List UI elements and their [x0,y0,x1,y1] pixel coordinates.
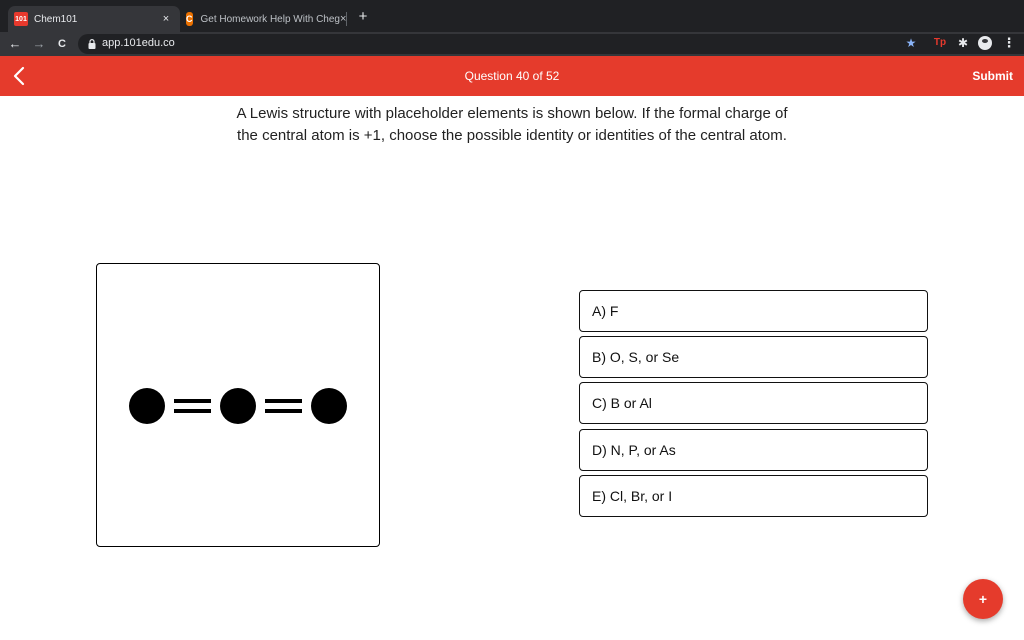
answer-choice-c[interactable]: C) B or Al [579,382,928,424]
left-double-bond-bottom [174,409,211,413]
address-bar[interactable] [78,34,1024,54]
back-arrow-icon[interactable]: ← [8,36,22,51]
bookmark-star-icon[interactable]: ★ [905,36,917,50]
new-tab-button[interactable]: + [358,8,368,25]
forward-arrow-icon[interactable]: → [32,36,46,51]
chem101-favicon-icon: 101 [14,12,28,26]
app-header [0,56,1024,96]
browser-menu-icon[interactable]: ⋮ [1002,35,1016,50]
reload-icon[interactable]: C [58,38,66,50]
add-fab-button[interactable]: + [963,579,1003,619]
tab-divider [346,12,347,26]
browser-tab-strip [0,0,1024,32]
profile-avatar-icon[interactable] [978,36,992,50]
answer-choice-d[interactable]: D) N, P, or As [579,429,928,471]
question-text: A Lewis structure with placeholder elements is shown below. If the formal charge of the central atom is +1, choose the possible identity or identities of the central atom. [236,105,788,144]
url-text: app.101edu.co [102,37,175,49]
answer-choice-a[interactable]: A) F [579,290,928,332]
lewis-structure-panel [96,263,380,547]
question-counter: Question 40 of 52 [464,69,560,83]
lewis-structure-diagram [97,264,378,545]
chegg-favicon-icon: C [186,14,193,24]
submit-button[interactable]: Submit [972,69,1013,83]
answer-choice-b[interactable]: B) O, S, or Se [579,336,928,378]
central-atom [220,388,256,424]
left-atom [129,388,165,424]
tab-title: Get Homework Help With Cheg [200,13,340,25]
tab-chem101[interactable] [8,6,180,32]
left-double-bond-top [174,399,211,403]
tab-title: Chem101 [34,13,78,25]
right-double-bond-bottom [265,409,302,413]
close-tab-icon[interactable]: × [340,13,347,25]
extensions-puzzle-icon[interactable]: ✱ [957,36,969,50]
tp-extension-icon[interactable]: Tp [933,37,947,48]
answer-choice-e[interactable]: E) Cl, Br, or I [579,475,928,517]
lock-icon [88,39,96,49]
right-double-bond-top [265,399,302,403]
right-atom [311,388,347,424]
browser-toolbar [0,32,1024,56]
tab-chegg[interactable] [180,6,346,32]
close-tab-icon[interactable]: × [162,13,170,25]
